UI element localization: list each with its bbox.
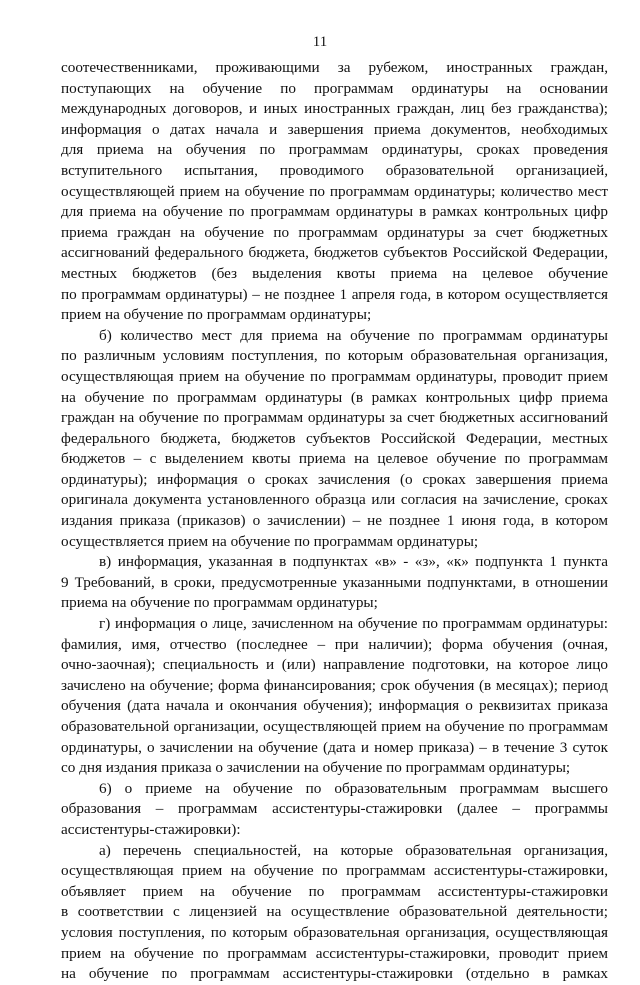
- text-line: федерального бюджета, бюджетов субъектов Российской Федерации, местных: [61, 429, 608, 447]
- text-line: осуществляющая прием на обучение по программам ординатуры, проводит прием: [61, 367, 608, 385]
- text-line: прием на обучение по программам ординатуры;: [61, 306, 372, 324]
- text-line: оригинала документа установленного образца или согласия на зачисление, сроках: [61, 491, 608, 509]
- text-line: прием на обучение по программам ассистентуры-стажировки, проводит прием: [61, 944, 608, 962]
- text-line: для приема на обучение по программам ординатуры в рамках контрольных цифр: [61, 203, 608, 221]
- text-line: г) информация о лице, зачисленном на обучение по программам ординатуры:: [99, 615, 608, 633]
- text-line: ассистентуры-стажировки):: [61, 820, 241, 838]
- text-line: вступительного испытания, проводимого образовательной организацией,: [61, 161, 608, 179]
- text-line: условия поступления, по которым образовательная организация, осуществляющая: [61, 923, 608, 941]
- text-line: осуществляющая прием на обучение по программам ассистентуры-стажировки,: [61, 862, 608, 880]
- text-line: соотечественниками, проживающими за рубежом, иностранных граждан,: [61, 59, 608, 76]
- text-line: издания приказа (приказов) о зачислении) – не позднее 1 июня года, в котором: [61, 512, 608, 530]
- text-line: осуществляется прием на обучение по программам ординатуры;: [61, 532, 479, 550]
- text-line: бюджетов – с выделением квоты приема на целевое обучение по программам: [61, 450, 608, 468]
- text-line: а) перечень специальностей, на которые образовательная организация,: [99, 841, 608, 859]
- text-line: объявляет прием на обучение по программам ассистентуры-стажировки: [61, 882, 608, 900]
- text-line: информация о датах начала и завершения приема документов, необходимых: [61, 120, 608, 138]
- text-line: по различным условиям поступления, по которым образовательная организация,: [61, 347, 608, 365]
- text-line: граждан на обучение по программам ординатуры за счет бюджетных ассигнований: [61, 409, 608, 427]
- text-line: ординатуры); информация о сроках зачисления (о сроках завершения приема: [61, 470, 608, 488]
- page-number: 11: [312, 34, 328, 50]
- text-line: на обучение по программам ассистентуры-стажировки (отдельно в рамках: [61, 965, 608, 983]
- text-line: приема граждан на обучение по программам ординатуры за счет бюджетных: [61, 223, 608, 241]
- text-line: поступающих на обучение по программам ординатуры на основании: [61, 79, 608, 97]
- text-line: для приема на обучения по программам ординатуры, сроках проведения: [61, 141, 608, 159]
- text-line: местных бюджетов (без выделения квоты приема на целевое обучение: [61, 264, 608, 282]
- text-line: международных договоров, и иных иностранных граждан, лиц без гражданства);: [61, 100, 608, 118]
- text-line: образовательной организации, осуществляющей прием на обучение по программам: [61, 718, 608, 735]
- text-line: 6) о приеме на обучение по образовательным программам высшего: [99, 779, 608, 797]
- text-line: по программам ординатуры) – не позднее 1 апреля года, в котором осуществляется: [61, 285, 608, 303]
- text-line: со дня издания приказа о зачислении на обучение по программам ординатуры;: [61, 759, 571, 777]
- text-line: зачислено на обучение; форма финансирования; срок обучения (в месяцах); период: [61, 676, 608, 694]
- text-line: приема на обучение по программам ординатуры;: [61, 594, 378, 612]
- body-text: [61, 58, 608, 985]
- text-line: очно-заочная); специальность и (или) направление подготовки, на которое лицо: [61, 656, 608, 674]
- text-line: образования – программам ассистентуры-стажировки (далее – программы: [61, 800, 608, 818]
- text-line: в соответствии с лицензией на осуществление образовательной деятельности;: [61, 903, 608, 921]
- text-line: ассигнований федерального бюджета, бюджетов субъектов Российской Федерации,: [61, 244, 608, 262]
- text-line: 9 Требований, в сроки, предусмотренные указанными подпунктами, в отношении: [61, 573, 608, 591]
- text-line: на обучение по программам ординатуры (в рамках контрольных цифр приема: [61, 388, 608, 406]
- text-line: в) информация, указанная в подпунктах «в» - «з», «к» подпункта 1 пункта: [99, 553, 608, 571]
- text-line: б) количество мест для приема на обучение по программам ординатуры: [99, 326, 608, 344]
- text-line: обучения (дата начала и окончания обучения); информация о реквизитах приказа: [61, 697, 608, 715]
- text-line: ординатуры, о зачислении на обучение (дата и номер приказа) – в течение 3 суток: [61, 738, 608, 756]
- text-line: фамилия, имя, отчество (последнее – при наличии); форма обучения (очная,: [61, 635, 608, 653]
- text-line: осуществляющей прием на обучение по программам ординатуры; количество мест: [61, 182, 608, 200]
